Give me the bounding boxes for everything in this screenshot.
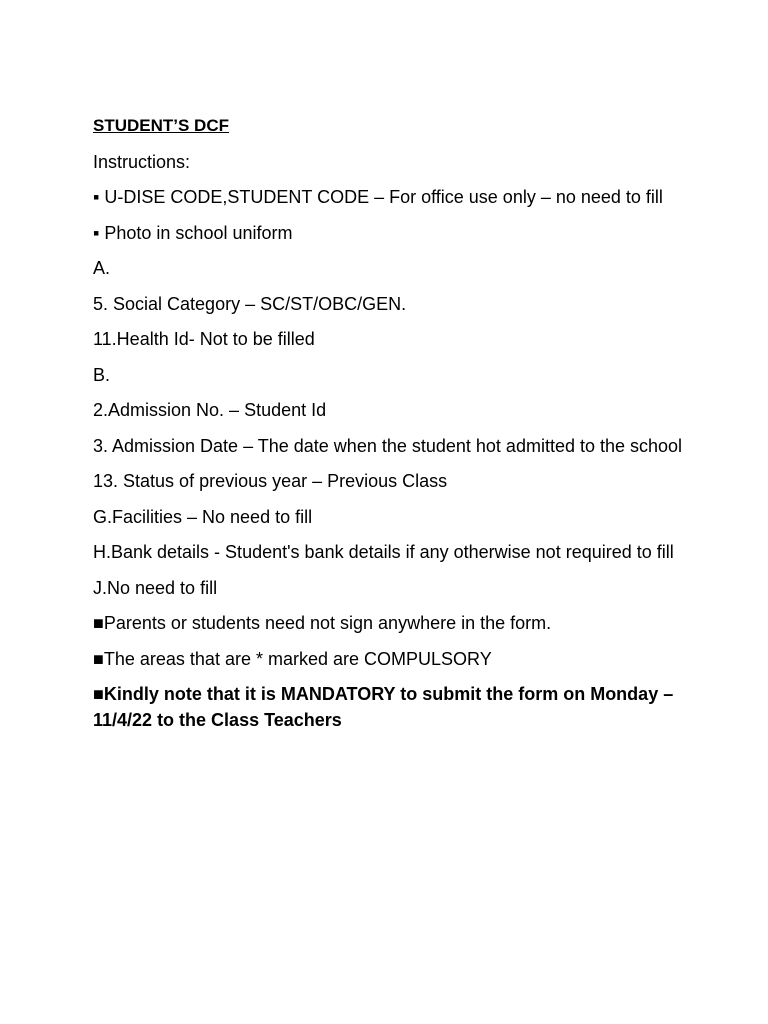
- note-no-signature: ■Parents or students need not sign anywhere in the form.: [93, 613, 552, 633]
- document-title: STUDENT’S DCF: [93, 116, 229, 135]
- instruction-section-j: J.No need to fill: [93, 577, 218, 598]
- instruction-udise-code: ▪ U-DISE CODE,STUDENT CODE – For office use only – no need to fill: [93, 187, 663, 207]
- instruction-photo: ▪ Photo in school uniform: [93, 222, 293, 243]
- instruction-admission-no: 2.Admission No. – Student Id: [93, 400, 327, 420]
- instruction-health-id: 11.Health Id- Not to be filled: [93, 329, 315, 349]
- instruction-social-category: 5. Social Category – SC/ST/OBC/GEN.: [93, 293, 407, 314]
- note-submission-deadline: ■Kindly note that it is MANDATORY to submit the form on Monday – 11/4/22 to the Class Teachers: [93, 684, 674, 730]
- instructions-heading: Instructions:: [93, 151, 191, 172]
- document-page: [93, 113, 683, 743]
- instruction-bank-details: H.Bank details - Student's bank details if any otherwise not required to fill: [93, 542, 674, 562]
- instruction-previous-year-status: 13. Status of previous year – Previous Class: [93, 471, 448, 491]
- instruction-facilities: G.Facilities – No need to fill: [93, 506, 313, 527]
- section-a-heading: A.: [93, 258, 111, 278]
- note-compulsory-fields: ■The areas that are * marked are COMPULSORY: [93, 648, 492, 669]
- section-b-heading: B.: [93, 364, 111, 385]
- instruction-admission-date: 3. Admission Date – The date when the student hot admitted to the school: [93, 435, 683, 456]
